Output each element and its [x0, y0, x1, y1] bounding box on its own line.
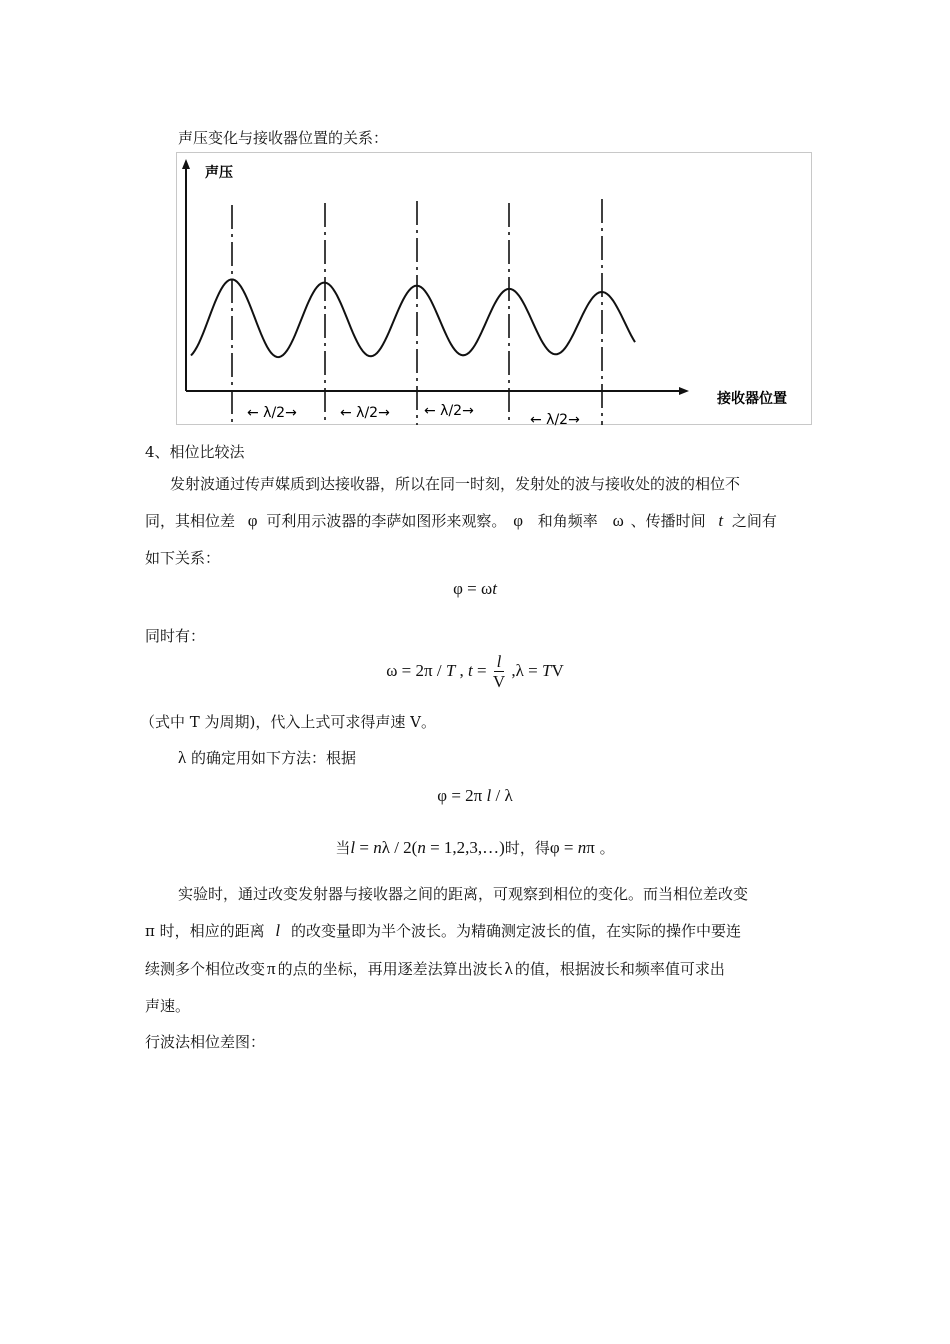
para2-line4: 声速。: [145, 997, 191, 1015]
interval-label-4: ← λ/2→: [530, 412, 580, 426]
phi-symbol: φ: [247, 511, 258, 530]
section-heading: 4、相位比较法: [145, 443, 245, 461]
para1-line3: 如下关系：: [145, 549, 221, 567]
lambda-method-line: [178, 747, 356, 768]
sound-pressure-figure: [176, 152, 812, 425]
para2-line3-c: 的值，根据波长和频率值可求出: [514, 960, 725, 978]
para1-line2-a: 同，其相位差: [145, 512, 236, 530]
eq2-numerator: l: [494, 652, 505, 672]
eq2-V: V: [551, 660, 564, 680]
eq4-end: 。: [594, 839, 615, 857]
para1-line2-c: 和角频率: [537, 512, 598, 530]
eq1-t: t: [492, 579, 497, 598]
para1-line2-b: 可利用示波器的李萨如图形来观察。: [266, 512, 507, 530]
eq2-eq: =: [472, 660, 491, 680]
eq4-range: = 1,2,3,…): [425, 838, 505, 857]
eq3-lhs: φ: [437, 786, 448, 805]
equation-omega-t-lambda: [0, 652, 950, 692]
last-heading: 行波法相位差图：: [145, 1033, 266, 1051]
y-axis-arrow: [182, 159, 190, 169]
eq2-lambda: ,λ =: [507, 660, 542, 680]
interval-label-3: ← λ/2→: [424, 403, 474, 419]
para2-line3: [145, 958, 725, 979]
para2-line3-b: 的点的坐标，再用逐差法算出波长: [277, 960, 503, 978]
interval-label-1: ← λ/2→: [247, 405, 297, 421]
omega-symbol: ω: [612, 511, 624, 530]
eq4-phi: φ =: [549, 838, 578, 857]
eq4-pi: π: [586, 838, 595, 857]
eq1-omega: ω: [480, 579, 493, 598]
interval-label-2: ← λ/2→: [340, 405, 390, 421]
eq2-T2: T: [542, 660, 552, 680]
also-text: 同时有：: [145, 627, 206, 645]
l-symbol: l: [275, 921, 281, 940]
para2-line2-b: 的改变量即为半个波长。为精确测定波长的值，在实际的操作中要连: [290, 922, 741, 940]
pi-symbol: π: [267, 959, 276, 978]
eq4-mid: λ / 2(: [381, 838, 418, 857]
eq4-eq: =: [355, 838, 374, 857]
equation-phi-omega-t: [0, 579, 950, 599]
eq4-l: l: [350, 838, 356, 857]
eq4-n2: n: [417, 838, 426, 857]
eq3-rest: / λ: [491, 786, 513, 805]
x-axis-label: 接收器位置: [717, 391, 787, 407]
eq1-lhs: φ: [453, 579, 463, 598]
phi-symbol-2: φ: [513, 511, 523, 530]
para2-line2-a: π 时，相应的距离: [145, 922, 265, 940]
lambda-method-text: 的确定用如下方法：根据: [186, 749, 357, 767]
eq4-pre: 当: [335, 839, 351, 857]
eq3-mid: = 2π: [447, 786, 487, 805]
para1-line2-d: 、传播时间: [630, 512, 706, 530]
eq2-fraction: [493, 652, 505, 692]
para2-line2: [145, 920, 741, 941]
lambda-symbol-2: λ: [504, 959, 513, 978]
para2-line1: 实验时，通过改变发射器与接收器之间的距离，可观察到相位的变化。而当相位差改变: [178, 885, 749, 903]
para2-line3-a: 续测多个相位改变: [145, 960, 266, 978]
eq4-post: 时，得: [504, 839, 550, 857]
y-axis-label: 声压: [205, 165, 233, 181]
equation-phi-2pi-l: [0, 786, 950, 806]
eq2-omega: ω = 2π /: [386, 660, 446, 680]
sound-pressure-curve: [191, 280, 635, 358]
eq4-n1: n: [373, 838, 382, 857]
eq2-T: T: [445, 660, 456, 680]
para1-line2: [145, 510, 777, 531]
waveform-diagram: [177, 153, 813, 426]
figure-caption: 声压变化与接收器位置的关系：: [178, 129, 389, 147]
para1-line1: 发射波通过传声媒质到达接收器，所以在同一时刻，发射处的波与接收处的波的相位不: [170, 475, 741, 493]
eq3-l: l: [486, 786, 492, 805]
note-line: （式中 T 为周期)，代入上式可求得声速 V。: [140, 713, 436, 731]
eq1-op: =: [467, 579, 477, 598]
para1-line2-e: 之间有: [731, 512, 777, 530]
eq4-n3: n: [577, 838, 587, 857]
eq2-t: t: [468, 660, 473, 680]
eq2-comma: ,: [455, 660, 469, 680]
x-axis-arrow: [679, 387, 689, 395]
eq2-denominator: V: [492, 672, 506, 691]
lambda-symbol: λ: [178, 748, 187, 767]
t-symbol: t: [718, 511, 724, 530]
equation-condition: [0, 837, 950, 858]
